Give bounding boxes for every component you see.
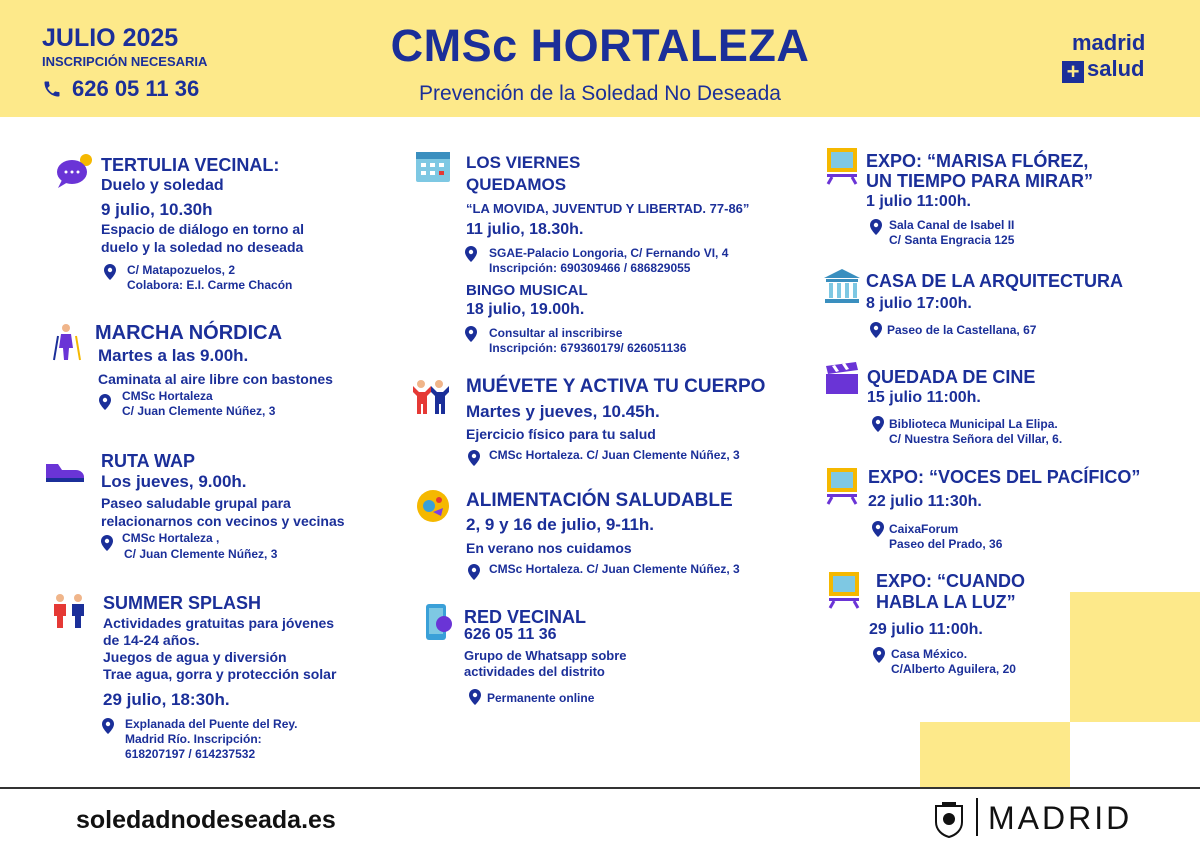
activity-place: C/ Juan Clemente Núñez, 3 (124, 547, 278, 561)
activity-desc: Grupo de Whatsapp sobre (464, 648, 627, 663)
location-pin-icon (104, 264, 116, 280)
activity-place: CaixaForum (889, 522, 959, 536)
chat-bubble-icon (54, 152, 94, 192)
activity-place: Colabora: E.I. Carme Chacón (127, 278, 293, 292)
location-pin-icon (870, 322, 882, 338)
activity-place: C/ Santa Engracia 125 (889, 233, 1015, 247)
activity-place: Paseo del Prado, 36 (889, 537, 1003, 551)
location-pin-icon (872, 521, 884, 537)
location-pin-icon (465, 326, 477, 342)
calendar-icon (413, 146, 453, 186)
location-pin-icon (101, 535, 113, 551)
museum-building-icon (822, 266, 862, 306)
location-pin-icon (468, 564, 480, 580)
activity-place: Inscripción: 679360179/ 626051136 (489, 341, 687, 355)
activity-title: MUÉVETE Y ACTIVA TU CUERPO (466, 376, 766, 397)
activity-date: 8 julio 17:00h. (866, 295, 972, 312)
sneaker-icon (42, 448, 86, 488)
activity-desc: Paseo saludable grupal para (101, 495, 291, 511)
activity-place: Consultar al inscribirse (489, 326, 623, 340)
month-label: JULIO 2025 (42, 24, 179, 52)
activity-title: HABLA LA LUZ” (876, 592, 1016, 612)
activity-date: 29 julio 11:00h. (869, 621, 983, 638)
activity-desc: actividades del distrito (464, 664, 605, 679)
activity-title: SUMMER SPLASH (103, 593, 262, 613)
activity-desc: Trae agua, gorra y protección solar (103, 666, 337, 682)
activity-date: Los jueves, 9.00h. (101, 472, 247, 491)
exercise-people-icon (411, 376, 451, 416)
madrid-salud-logo (1062, 30, 1145, 83)
page-title: CMSc HORTALEZA (390, 20, 810, 71)
activity-title: EXPO: “MARISA FLÓREZ, (866, 151, 1089, 171)
activity-place: C/Alberto Aguilera, 20 (891, 662, 1016, 676)
activity-place: CMSc Hortaleza (122, 389, 213, 403)
activity-subtitle: Duelo y soledad (101, 177, 224, 194)
activity-date: Martes a las 9.00h. (98, 346, 249, 365)
logo-line-salud: salud (1087, 56, 1145, 81)
activity-place: CMSc Hortaleza , (122, 531, 220, 545)
location-pin-icon (99, 394, 111, 410)
activity-place: Permanente online (487, 691, 595, 705)
mobile-phone-icon (422, 602, 462, 642)
activity-place: Casa México. (891, 647, 968, 661)
page-subtitle: Prevención de la Soledad No Deseada (419, 82, 781, 105)
activity-place: Explanada del Puente del Rey. (125, 717, 298, 731)
activity-date: 29 julio, 18:30h. (103, 690, 230, 709)
madrid-crest-icon (934, 800, 964, 838)
activity-title: LOS VIERNES (466, 153, 581, 172)
activity-place: C/ Nuestra Señora del Villar, 6. (889, 432, 1063, 446)
location-pin-icon (870, 219, 882, 235)
activity-desc: de 14-24 años. (103, 632, 200, 648)
activity-date: 15 julio 11:00h. (867, 389, 981, 406)
location-pin-icon (468, 450, 480, 466)
activity-place: CMSc Hortaleza. C/ Juan Clemente Núñez, 3 (489, 448, 740, 462)
activity-desc: relacionarnos con vecinos y vecinas (101, 513, 345, 529)
activity-title: ALIMENTACIÓN SALUDABLE (466, 490, 733, 511)
healthy-food-icon (413, 486, 453, 526)
registration-note: INSCRIPCIÓN NECESARIA (42, 54, 208, 69)
activity-title: MARCHA NÓRDICA (95, 322, 283, 344)
decor-square (1070, 592, 1200, 722)
activity-desc: Actividades gratuitas para jóvenes (103, 615, 335, 631)
walking-poles-icon (48, 322, 88, 362)
activity-date: 2, 9 y 16 de julio, 9-11h. (466, 515, 655, 534)
activity-title: UN TIEMPO PARA MIRAR” (866, 171, 1093, 191)
activity-desc: En verano nos cuidamos (466, 540, 632, 556)
phone-number: 626 05 11 36 (72, 76, 200, 101)
activity-place: Sala Canal de Isabel II (889, 218, 1015, 232)
activity-place: Paseo de la Castellana, 67 (887, 323, 1037, 337)
picture-frame-icon (822, 146, 862, 186)
city-logo-text: MADRID (988, 800, 1133, 836)
activity-place: C/ Juan Clemente Núñez, 3 (122, 404, 276, 418)
activity-date: 22 julio 11:30h. (868, 493, 982, 510)
plus-icon: + (1062, 61, 1084, 83)
activity-desc: duelo y la soledad no deseada (101, 239, 304, 255)
picture-frame-icon (824, 570, 864, 610)
website-link[interactable]: soledadnodeseada.es (76, 806, 336, 834)
location-pin-icon (873, 647, 885, 663)
picture-frame-icon (822, 466, 862, 506)
clapperboard-icon (822, 360, 862, 400)
activity-title: QUEDADA DE CINE (867, 367, 1036, 387)
decor-square (920, 722, 1070, 788)
activity-place: SGAE-Palacio Longoria, C/ Fernando VI, 4 (489, 246, 729, 260)
activity-place: CMSc Hortaleza. C/ Juan Clemente Núñez, 3 (489, 562, 740, 576)
location-pin-icon (469, 689, 481, 705)
activity-place: Biblioteca Municipal La Elipa. (889, 417, 1058, 431)
logo-line-madrid: madrid (1072, 30, 1146, 55)
activity-date: 11 julio, 18.30h. (466, 221, 584, 238)
activity-date: 626 05 11 36 (464, 626, 557, 643)
activity-place: C/ Matapozuelos, 2 (127, 263, 236, 277)
activity-desc: Caminata al aire libre con bastones (98, 371, 333, 387)
activity-title: RED VECINAL (464, 607, 587, 627)
activity-title: TERTULIA VECINAL: (101, 155, 280, 175)
activity-date: 18 julio, 19.00h. (466, 301, 585, 318)
activity-date: 9 julio, 10.30h (101, 200, 213, 219)
location-pin-icon (102, 718, 114, 734)
people-cheering-icon (50, 590, 90, 630)
activity-title: CASA DE LA ARQUITECTURA (866, 271, 1123, 291)
activity-place: Madrid Río. Inscripción: (125, 732, 262, 746)
location-pin-icon (872, 416, 884, 432)
activity-date: Martes y jueves, 10.45h. (466, 402, 660, 421)
activity-desc: Ejercicio físico para tu salud (466, 426, 656, 442)
activity-place: Inscripción: 690309466 / 686829055 (489, 261, 691, 275)
activity-title: EXPO: “CUANDO (876, 571, 1026, 591)
activity-place: 618207197 / 614237532 (125, 747, 256, 761)
footer-separator (976, 798, 978, 836)
activity-title: RUTA WAP (101, 451, 195, 471)
activity-title: QUEDAMOS (466, 175, 567, 194)
activity-desc: Juegos de agua y diversión (103, 649, 287, 665)
location-pin-icon (465, 246, 477, 262)
activity-quote: “LA MOVIDA, JUVENTUD Y LIBERTAD. 77-86” (466, 201, 750, 216)
activity-desc: Espacio de diálogo en torno al (101, 221, 305, 237)
activity-title: EXPO: “VOCES DEL PACÍFICO” (868, 467, 1141, 487)
activity-subtitle: BINGO MUSICAL (466, 282, 588, 299)
activity-date: 1 julio 11:00h. (866, 193, 971, 210)
